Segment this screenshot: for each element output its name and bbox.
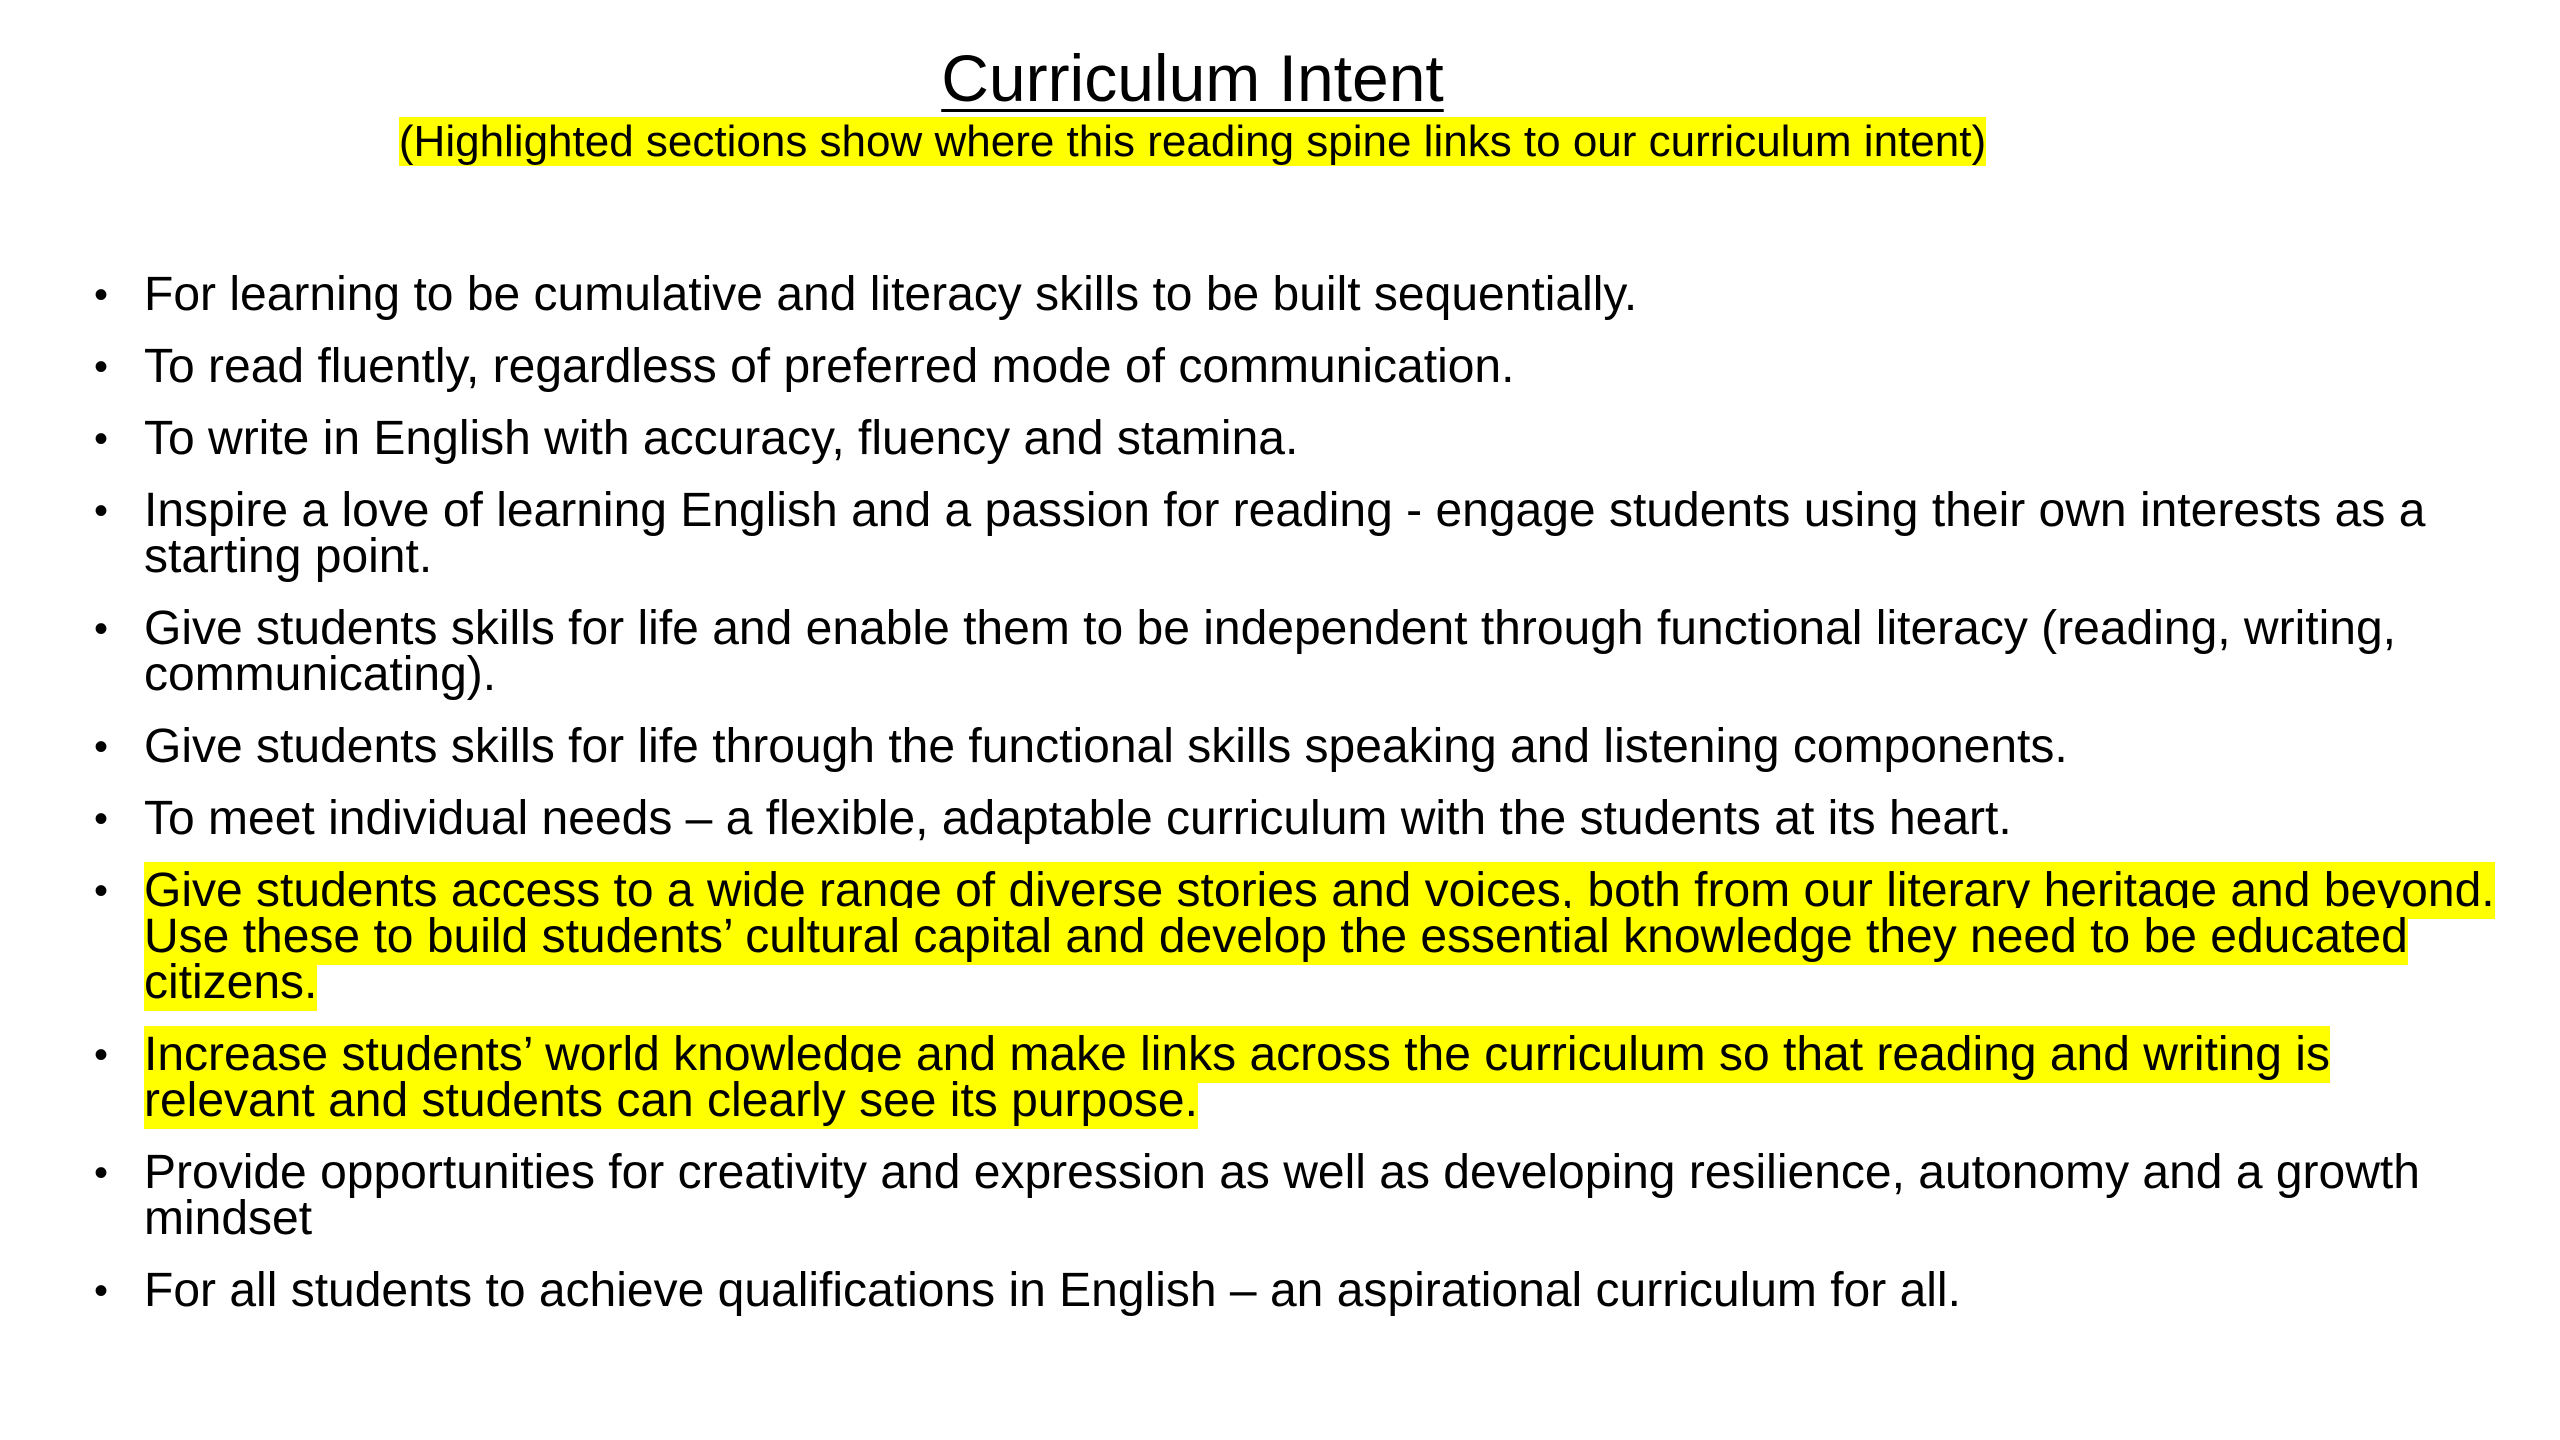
bullet-text: For learning to be cumulative and literacy skills to be built sequentially.: [144, 268, 1638, 321]
bullet-icon: •: [94, 725, 109, 769]
bullet-icon: •: [94, 797, 109, 841]
bullet-icon: •: [94, 1033, 109, 1077]
bullet-list: [90, 268, 2510, 1340]
bullet-text: Provide opportunities for creativity and expression as well as developing resilience, autonomy and a growth mindset: [144, 1146, 2420, 1245]
bullet-icon: •: [94, 1151, 109, 1195]
slide-subtitle: [0, 112, 2385, 172]
bullet-item: [90, 1146, 2510, 1245]
bullet-item: [90, 720, 2510, 773]
bullet-icon: •: [94, 489, 109, 533]
bullet-item: [90, 412, 2510, 465]
bullet-item: [90, 864, 2510, 1009]
bullet-icon: •: [94, 417, 109, 461]
bullet-item: [90, 340, 2510, 393]
bullet-text: To meet individual needs – a flexible, adaptable curriculum with the students at its heart.: [144, 792, 2012, 845]
subtitle-highlight: (Highlighted sections show where this reading spine links to our curriculum intent): [398, 117, 1987, 166]
bullet-text: Give students access to a wide range of diverse stories and voices, both from our literary heritage and beyond. Use these to build students’ cultural capital and develop the essential knowledge they need to be educated citizens.: [144, 864, 2495, 1009]
bullet-icon: •: [94, 1269, 109, 1313]
bullet-text: Give students skills for life and enable them to be independent through functional literacy (reading, writing, communicating).: [144, 602, 2396, 701]
bullet-item: [90, 602, 2510, 701]
bullet-icon: •: [94, 345, 109, 389]
bullet-item: [90, 1028, 2510, 1127]
bullet-item: [90, 484, 2510, 583]
bullet-text: Give students skills for life through the functional skills speaking and listening components.: [144, 720, 2068, 773]
bullet-text: For all students to achieve qualifications in English – an aspirational curriculum for all.: [144, 1264, 1961, 1317]
bullet-text: Inspire a love of learning English and a passion for reading - engage students using their own interests as a starting point.: [144, 484, 2426, 583]
bullet-icon: •: [94, 869, 109, 913]
bullet-icon: •: [94, 607, 109, 651]
bullet-text: Increase students’ world knowledge and make links across the curriculum so that reading and writing is relevant and students can clearly see its purpose.: [144, 1028, 2330, 1127]
slide-title: Curriculum Intent: [941, 41, 1444, 115]
bullet-text: To read fluently, regardless of preferred mode of communication.: [144, 340, 1515, 393]
bullet-icon: •: [94, 273, 109, 317]
bullet-item: [90, 1264, 2510, 1317]
bullet-text: To write in English with accuracy, fluency and stamina.: [144, 412, 1299, 465]
bullet-item: [90, 792, 2510, 845]
bullet-item: [90, 268, 2510, 321]
